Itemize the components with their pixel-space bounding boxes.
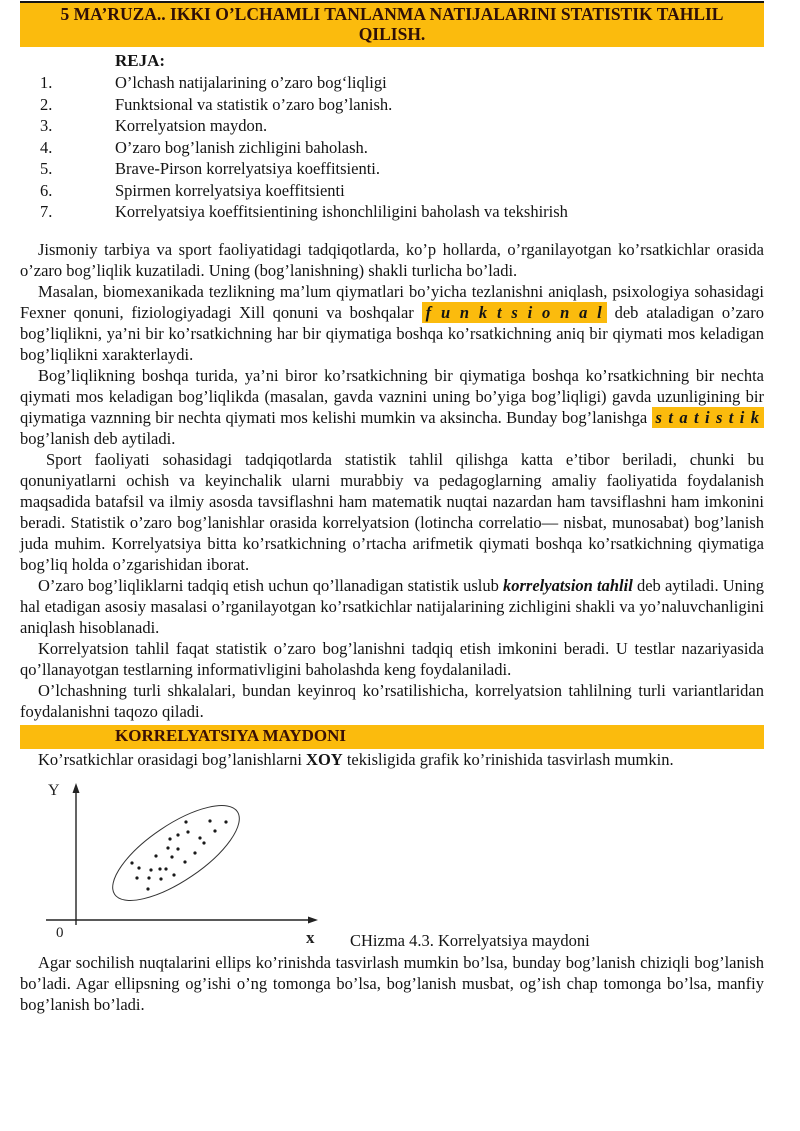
paragraph-text: bog’lanish deb aytiladi.: [20, 428, 176, 448]
plan-text: Spirmen korrelyatsiya koeffitsienti: [115, 180, 345, 200]
scatter-point: [170, 855, 173, 858]
figure-caption: CHizma 4.3. Korrelyatsiya maydoni: [350, 930, 590, 950]
scatter-point: [146, 887, 149, 890]
plan-heading: REJA:: [115, 51, 166, 70]
paragraph-testlar: Korrelyatsion tahlil faqat statistik o’zaro bog’lanishni tadqiq etish imkonini beradi. U testlar nazariyasida qo’llanayotgan testlarning informativligini baholashda keng foydalaniladi.: [20, 638, 764, 679]
plan-item-7: [20, 201, 764, 223]
plan-item-5: [20, 158, 764, 180]
correlation-ellipse: [99, 788, 253, 917]
correlation-field-figure: [20, 773, 764, 952]
paragraph-intro: Jismoniy tarbiya va sport faoliyatidagi tadqiqotlarda, ko’p hollarda, o’rganilayotgan ko’rsatkichlar orasida o’zaro bog’liqlik kuzatiladi. Uning (bog’lanishning) shakli turlicha bo’ladi.: [20, 239, 764, 280]
scatter-point: [135, 876, 138, 879]
origin-label: 0: [56, 924, 64, 941]
scatter-point: [224, 820, 227, 823]
plan-list: [20, 72, 764, 223]
paragraph-shkalalar: O’lchashning turli shkalalari, bundan keyinroq ko’rsatilishicha, korrelyatsion tahlilning turli variantlaridan foydalanishni taqozo qiladi.: [20, 680, 764, 721]
plan-number: 7.: [40, 202, 53, 221]
plan-text: O’zaro bog’lanish zichligini baholash.: [115, 137, 368, 157]
paragraph-text: deb ataladigan o’zaro bog’liqlikni, ya’ni bir ko’rsatkichning har bir qiymatiga boshqa ko’rsatkichning aniq bir qiymati mos keladigan bog’liqlikni xarakterlaydi.: [20, 302, 764, 364]
x-axis-arrow-icon: [308, 916, 318, 923]
paragraph-sport-tahlil: Sport faoliyati sohasidagi tadqiqotlarda statistik tahlil qilishga katta e’tibor beriladi, chunki bu qonuniyatlarni ochish va keyinchalik ularni murabbiy va pedagoglarning amaliy faoliyatida foydalanish maqsadida batafsil va ilmiy asosda tavsiflashni ham matematik nuqtai nazardan ham tavsiflashni ham imkonini beradi. Statistik o’zaro bog’lanishlar orasida korrelyatsion (lotincha correlatio— nisbat, munosabat) bog’lanish juda muhim. Korrelyatsiya bitta ko’rsatkichning o’rtacha arifmetik qiymati boshqa ko’rsatkichning qiymatiga bog’liq holda o’zgarishidan iborat.: [20, 449, 764, 574]
plan-text: Brave-Pirson korrelyatsiya koeffitsienti.: [115, 159, 381, 178]
scatter-point: [147, 876, 150, 879]
scatter-point: [198, 836, 201, 839]
scatter-point: [186, 830, 189, 833]
paragraph-xoy: [20, 749, 764, 770]
paragraph-text: deb aytiladi. Uning hal etadigan asosiy masalasi o’rganilayotgan ko’rsatkichlar natijalarining zichligini shakli va yo’naluvchanligini aniqlash hisoblanadi.: [20, 575, 764, 637]
plan-number: 1.: [40, 73, 53, 92]
scatter-point: [166, 846, 169, 849]
paragraph-text: tekisligida grafik ko’rinishida tasvirlash mumkin.: [342, 749, 674, 769]
plan-number: 2.: [40, 94, 53, 114]
lecture-title-banner: [20, 1, 764, 47]
scatter-point: [183, 860, 186, 863]
plan-number: 5.: [40, 159, 53, 178]
lecture-title-line1: 5 MA’RUZA.. IKKI O’LCHAMLI TANLANMA NATIJALARINI STATISTIK TAHLIL: [60, 4, 724, 24]
highlight-funktsional: f u n k t s i o n a l: [422, 302, 607, 323]
scatter-point: [176, 847, 179, 850]
scatter-point: [159, 877, 162, 880]
lecture-title-line2: QILISH.: [358, 23, 426, 44]
scatter-point: [202, 841, 205, 844]
paragraph-statistik: [20, 365, 764, 449]
plan-text: Funktsional va statistik o’zaro bog’lanish.: [115, 94, 393, 114]
paragraph-text: Ko’rsatkichlar orasidagi bog’lanishlarni: [38, 749, 307, 769]
plan-item-3: [20, 115, 764, 137]
scatter-point: [208, 819, 211, 822]
scatter-point: [154, 854, 157, 857]
plan-text: O’lchash natijalarining o’zaro bogʻliqligi: [115, 73, 387, 92]
scatter-plot: [28, 775, 348, 949]
plan-text: Korrelyatsiya koeffitsientining ishonchliligini baholash va tekshirish: [115, 202, 568, 221]
paragraph-korrelyatsion-tahlil: [20, 575, 764, 638]
plan-number: 4.: [40, 137, 53, 157]
plan-item-6: [20, 180, 764, 202]
plan-number: 3.: [40, 116, 53, 135]
y-axis-arrow-icon: [73, 783, 80, 793]
emphasis-korrelyatsion-tahlil: korrelyatsion tahlil: [503, 575, 633, 595]
scatter-points: [130, 819, 227, 890]
scatter-point: [164, 867, 167, 870]
highlight-statistik: s t a t i s t i k: [652, 407, 764, 428]
scatter-point: [137, 866, 140, 869]
scatter-point: [149, 868, 152, 871]
plan-item-4: [20, 137, 764, 159]
scatter-point: [184, 820, 187, 823]
paragraph-text: O’zaro bog’liqliklarni tadqiq etish uchun qo’llanadigan statistik uslub: [38, 575, 504, 595]
paragraph-text: Bog’liqlikning boshqa turida, ya’ni biror ko’rsatkichning bir qiymatiga boshqa ko’rsatkichning bir nechta qiymati mos keladigan bog’liqlikda (masalan, gavda vaznini uning bo’yiga bog’liqligi) gavda uzunligining bir qiymatiga vaznning bir nechta qiymati mos kelishi mumkin va aksincha. Bunday bog’lanishga: [20, 365, 764, 427]
scatter-point: [168, 837, 171, 840]
bold-xoy: XOY: [306, 749, 343, 769]
scatter-point: [193, 851, 196, 854]
scatter-point: [176, 833, 179, 836]
paragraph-funktsional: [20, 281, 764, 365]
plan-number: 6.: [40, 180, 53, 200]
scatter-point: [158, 867, 161, 870]
scatter-point: [172, 873, 175, 876]
y-axis-label: Y: [48, 781, 60, 799]
section-header-korrelyatsiya-maydoni: KORRELYATSIYA MAYDONI: [20, 725, 764, 749]
scatter-point: [130, 861, 133, 864]
paragraph-ellips: Agar sochilish nuqtalarini ellips ko’rinishda tasvirlash mumkin bo’lsa, bunday bog’lanish chiziqli bog’lanish bo’ladi. Agar ellipsning og’ishi o’ng tomonga bo’lsa, bog’lanish musbat, og’ish chap tomonga bo’lsa, manfiy bog’lanish bo’ladi.: [20, 952, 764, 1014]
paragraph-text: Masalan, biomexanikada tezlikning ma’lum qiymatlari bo’yicha tezlanishni aniqlash, psixologiya sohasidagi Fexner qonuni, fiziologiyadagi Xill qonuni va boshqalar: [20, 281, 764, 322]
plan-item-2: [20, 94, 764, 116]
x-axis-label: x: [306, 927, 315, 947]
scatter-point: [213, 829, 216, 832]
plan-text: Korrelyatsion maydon.: [115, 116, 268, 135]
plan-item-1: [20, 72, 764, 94]
